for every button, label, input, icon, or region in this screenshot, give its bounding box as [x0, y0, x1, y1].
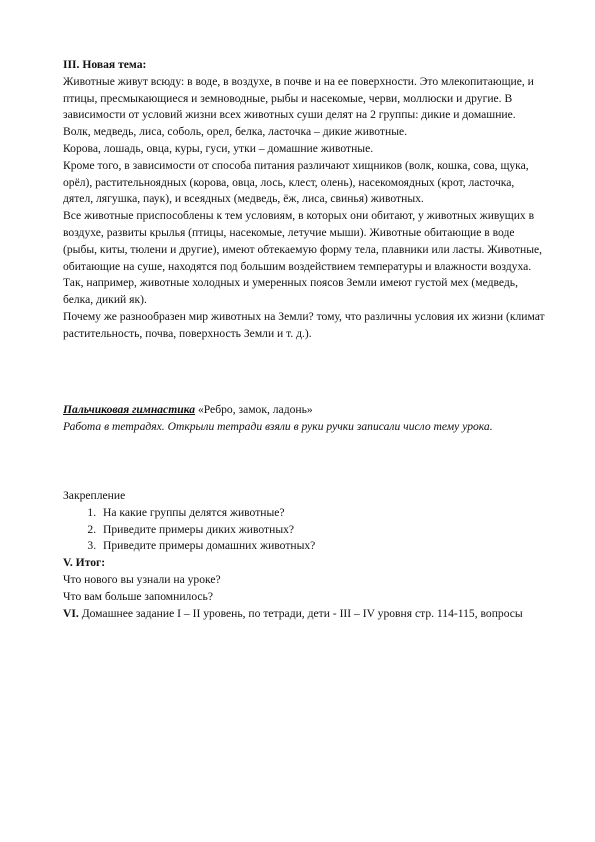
- summary-line: Что вам больше запомнилось?: [63, 589, 213, 603]
- gymnastics-title: Пальчиковая гимнастика: [63, 403, 196, 416]
- paragraph: Почему же разнообразен мир животных на Земли? тому, что различны условия их жизни (климат растительность, почва, поверхность Земли и т. д.).: [63, 309, 545, 340]
- paragraph: Корова, лошадь, овца, куры, гуси, утки – домашние животные.: [63, 141, 374, 155]
- homework-text: Домашнее задание I – II уровень, по тетради, дети - III – IV уровня стр. 114-115, вопросы: [78, 606, 523, 620]
- homework-label: VI.: [63, 606, 79, 620]
- section-gymnastics: [63, 402, 545, 436]
- paragraph: Все животные приспособлены к тем условиям, в которых они обитают, у животных живущих в воздухе, развиты крылья (птицы, насекомые, летучие мыши). Животные обитающие в воде (рыбы, киты, тюлени и другие), имеют обтекаемую форму тела, плавники или ласты. Животные, обитающие на суше, находятся под большим воздействием температуры и влажности воздуха. Так, например, животные холодных и умеренных поясов Земли имеют густой мех (медведь, белка, дикий як).: [63, 209, 543, 307]
- summary-line: Что нового вы узнали на уроке?: [63, 572, 221, 586]
- question-list: [63, 505, 545, 555]
- list-item: 1. На какие группы делятся животные?: [99, 505, 545, 522]
- work-instructions: Работа в тетрадях. Открыли тетради взяли в руки ручки записали число тему урока.: [63, 419, 493, 433]
- gymnastics-line: [63, 402, 545, 419]
- section-heading: III. Новая тема:: [63, 58, 147, 71]
- consolidation-heading: Закрепление: [63, 489, 126, 502]
- list-item: 2. Приведите примеры диких животных?: [99, 522, 545, 539]
- section-new-topic: [63, 57, 545, 343]
- section-consolidation: [63, 488, 545, 622]
- homework-line: [63, 606, 545, 623]
- paragraph: Животные живут всюду: в воде, в воздухе, в почве и на ее поверхности. Это млекопитающие, и птицы, пресмыкающиеся и земноводные, рыбы и насекомые, черви, моллюски и другие. В зависимости от условий жизни всех животных суши делят на 2 группы: дикие и домашние. Волк, медведь, лиса, соболь, орел, белка, ласточка – дикие животные.: [63, 74, 534, 139]
- list-item: 3. Приведите примеры домашних животных?: [99, 538, 545, 555]
- gymnastics-name: «Ребро, замок, ладонь»: [195, 403, 313, 416]
- summary-heading: V. Итог:: [63, 556, 106, 570]
- paragraph: Кроме того, в зависимости от способа питания различают хищников (волк, кошка, сова, щука, орёл), растительноядных (корова, овца, лось, клест, олень), насекомоядных (крот, ласточка, дятел, лягушка, паук), и всеядных (медведь, ёж, лиса, свинья) животных.: [63, 158, 529, 206]
